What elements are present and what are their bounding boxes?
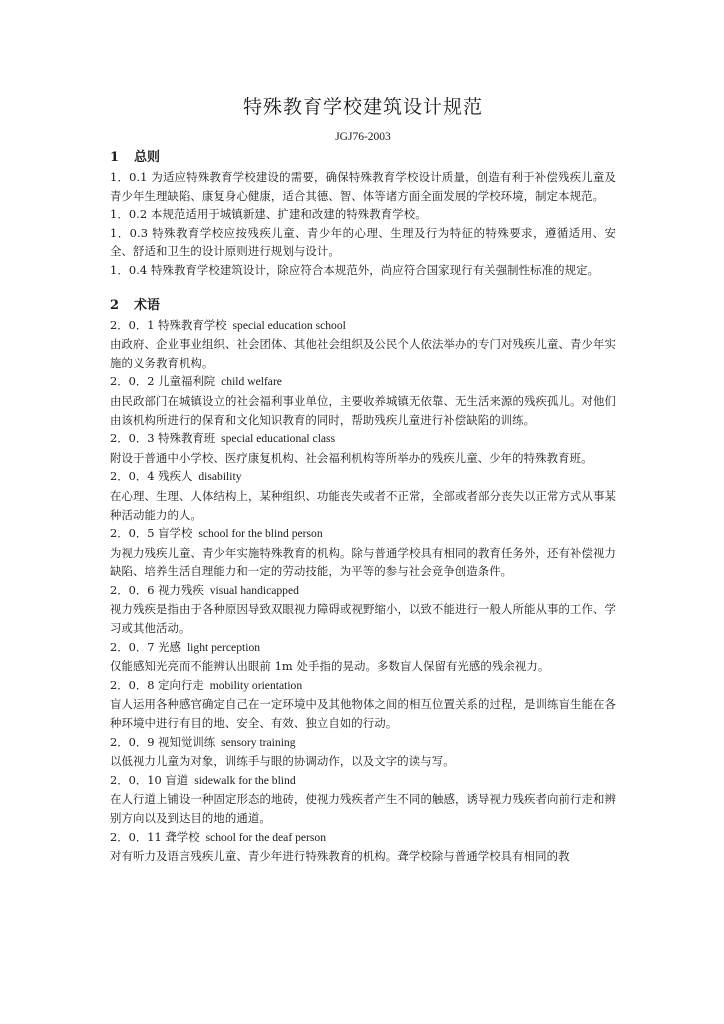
- term-entry: [110, 733, 616, 771]
- section-number: 2: [110, 297, 120, 313]
- term-entry: [110, 676, 616, 733]
- term-entry: [110, 524, 616, 581]
- term-cn: 特殊教育学校: [158, 317, 227, 332]
- term-cn: 盲学校: [158, 526, 193, 541]
- section-number: 1: [110, 150, 120, 165]
- term-heading: [110, 372, 616, 392]
- term-number: 2．0．3: [110, 431, 155, 446]
- term-cn: 光感: [158, 639, 181, 654]
- term-number: 2．0．7: [110, 639, 155, 654]
- clause-1-0-4: 1．0.4 特殊教育学校建筑设计，除应符合本规范外，尚应符合国家现行有关强制性标准的规定。: [110, 262, 600, 277]
- term-definition: 盲人运用各种感官确定自己在一定环境中及其他物体之间的相互位置关系的过程，是训练盲生能在各种环境中进行有目的地、安全、有效、独立自如的行动。: [110, 697, 616, 731]
- term-number: 2．0．1: [110, 317, 155, 332]
- term-heading: [110, 771, 616, 791]
- term-heading: [110, 676, 616, 696]
- term-heading: [110, 581, 616, 601]
- section-title: 总则: [134, 150, 161, 165]
- term-entry: [110, 828, 616, 866]
- term-heading: [110, 828, 616, 848]
- term-entry: [110, 316, 616, 373]
- term-cn: 儿童福利院: [158, 374, 216, 389]
- term-entry: [110, 467, 616, 524]
- term-definition: 由政府、企业事业组织、社会团体、其他社会组织及公民个人依法举办的专门对残疾儿童、青少年实施的义务教育机构。: [110, 337, 616, 370]
- term-definition: 仅能感知光亮而不能辨认出眼前 1m 处手指的晃动。多数盲人保留有光感的残余视力。: [110, 659, 550, 674]
- term-entry: [110, 429, 616, 467]
- term-cn: 盲道: [165, 772, 189, 787]
- term-number: 2．0．6: [110, 582, 155, 597]
- term-number: 2．0．11: [110, 829, 162, 844]
- term-en: child welfare: [221, 375, 282, 389]
- clause-1-0-3: 1．0.3 特殊教育学校应按残疾儿童、青少年的心理、生理及行为特征的特殊要求，遵循适用、安全、舒适和卫生的设计原则进行规划与设计。: [110, 225, 616, 259]
- term-en: sensory training: [221, 735, 296, 749]
- section-2-heading: [110, 296, 616, 316]
- term-en: school for the deaf person: [205, 830, 326, 844]
- term-definition: 视力残疾是指由于各种原因导致双眼视力障碍或视野缩小，以致不能进行一般人所能从事的工作、学习或其他活动。: [110, 602, 616, 636]
- term-entry: [110, 581, 616, 638]
- term-definition: 以低视力儿童为对象，训练手与眼的协调动作，以及文字的读与写。: [110, 754, 455, 769]
- term-en: school for the blind person: [198, 527, 323, 541]
- term-cn: 定向行走: [158, 677, 204, 692]
- term-number: 2．0．9: [110, 734, 155, 749]
- term-definition: 附设于普通中小学校、医疗康复机构、社会福利机构等所举办的残疾儿童、少年的特殊教育班。: [110, 450, 593, 465]
- term-en: sidewalk for the blind: [194, 773, 296, 787]
- term-entry: [110, 372, 616, 429]
- term-definition: 对有听力及语言残疾儿童、青少年进行特殊教育的机构。聋学校除与普通学校具有相同的教: [110, 849, 570, 864]
- section-1-heading: [110, 148, 616, 168]
- term-cn: 特殊教育班: [158, 431, 216, 446]
- term-en: special educational class: [221, 432, 336, 446]
- standard-code: JGJ76-2003: [335, 131, 391, 143]
- section-title: 术语: [134, 297, 161, 313]
- term-heading: [110, 733, 616, 753]
- term-definition: 由民政部门在城镇设立的社会福利事业单位，主要收养城镇无依靠、无生活来源的残疾孤儿。对他们由该机构所进行的保育和文化知识教育的同时，帮助残疾儿童进行补偿缺陷的训练。: [110, 393, 616, 427]
- term-cn: 聋学校: [165, 829, 200, 844]
- clause-1-0-2: 1．0.2 本规范适用于城镇新建、扩建和改建的特殊教育学校。: [110, 207, 427, 222]
- term-heading: [110, 467, 616, 487]
- term-entry: [110, 771, 616, 828]
- term-entry: [110, 638, 616, 676]
- term-heading: [110, 638, 616, 658]
- document-title: 特殊教育学校建筑设计规范: [242, 96, 483, 118]
- term-number: 2．0．2: [110, 374, 155, 389]
- term-number: 2．0．8: [110, 677, 155, 692]
- term-heading: [110, 524, 616, 544]
- term-definition: 为视力残疾儿童、青少年实施特殊教育的机构。除与普通学校具有相同的教育任务外，还有补偿视力缺陷、培养生活自理能力和一定的劳动技能，为平等的参与社会竞争创造条件。: [110, 545, 616, 579]
- term-number: 2．0．4: [110, 469, 155, 484]
- terms-list: [110, 316, 616, 866]
- term-number: 2．0．10: [110, 772, 162, 787]
- term-cn: 视知觉训练: [158, 734, 216, 749]
- term-en: disability: [198, 470, 242, 484]
- term-cn: 视力残疾: [158, 582, 204, 597]
- term-definition: 在人行道上铺设一种固定形态的地砖，使视力残疾者产生不同的触感，诱导视力残疾者向前行走和辨别方向以及到达目的地的通道。: [110, 792, 616, 825]
- term-number: 2．0．5: [110, 526, 155, 541]
- term-cn: 残疾人: [158, 469, 193, 484]
- term-en: visual handicapped: [209, 583, 299, 597]
- term-en: mobility orientation: [209, 678, 303, 692]
- term-heading: [110, 316, 616, 336]
- clause-1-0-1: 1．0.1 为适应特殊教育学校建设的需要，确保特殊教育学校设计质量，创造有利于补偿残疾儿童及青少年生理缺陷、康复身心健康，适合其德、智、体等诸方面全面发展的学校环境，制定本规范。: [110, 170, 616, 203]
- term-en: light perception: [186, 640, 261, 654]
- term-definition: 在心理、生理、人体结构上，某种组织、功能丧失或者不正常，全部或者部分丧失以正常方式从事某种活动能力的人。: [110, 488, 616, 522]
- term-en: special education school: [232, 318, 346, 332]
- term-heading: [110, 429, 616, 449]
